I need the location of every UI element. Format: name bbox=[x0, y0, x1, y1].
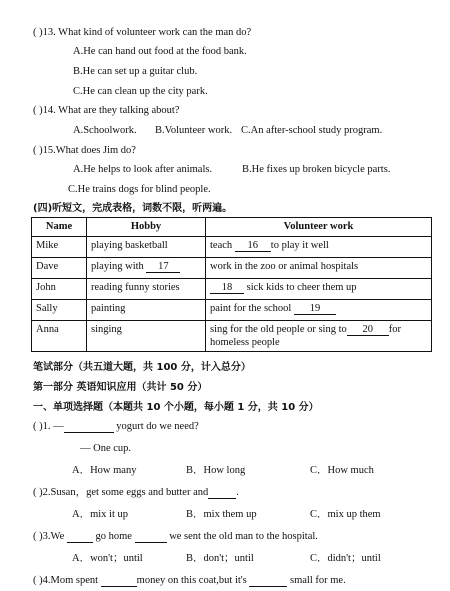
cell-name: Mike bbox=[32, 237, 87, 258]
blank-16: 16 bbox=[235, 240, 271, 252]
cell-hobby: playing basketball bbox=[87, 237, 206, 258]
part1-heading: 第一部分 英语知识应用（共计 50 分） bbox=[33, 382, 208, 393]
table-row bbox=[32, 321, 432, 352]
cell-name: Dave bbox=[32, 258, 87, 279]
header-hobby: Hobby bbox=[87, 218, 206, 237]
table-header-row bbox=[32, 218, 432, 237]
volunteer-table bbox=[31, 217, 432, 352]
table-row bbox=[32, 300, 432, 321]
blank-20: 20 bbox=[347, 324, 389, 336]
mc4-stem bbox=[33, 574, 346, 587]
q15-stem: ( )15.What does Jim do? bbox=[33, 145, 136, 156]
section1-heading: 一、单项选择题（本题共 10 个小题，每小题 1 分，共 10 分） bbox=[33, 402, 319, 413]
mc3-stem-pre: ( )3.We bbox=[33, 531, 67, 542]
mc1-option-c: C．How much bbox=[310, 465, 374, 476]
mc3-option-b: B．don't；until bbox=[186, 553, 254, 564]
q15-option-b: B.He fixes up broken bicycle parts. bbox=[242, 164, 391, 175]
mc3-stem bbox=[33, 530, 318, 543]
mc1-reply: — One cup. bbox=[80, 443, 132, 454]
cell-work bbox=[206, 300, 432, 321]
mc1-stem-post: yogurt do we need? bbox=[113, 421, 199, 432]
work-text: teach bbox=[210, 240, 235, 251]
q13-option-c: C.He can clean up the city park. bbox=[73, 86, 208, 97]
mc3-blank-1 bbox=[67, 531, 93, 543]
q13-option-a: A.He can hand out food at the food bank. bbox=[73, 46, 247, 57]
cell-name: Anna bbox=[32, 321, 87, 352]
mc4-blank-1 bbox=[101, 575, 137, 587]
work-text: to play it well bbox=[270, 240, 329, 251]
mc2-option-a: A．mix it up bbox=[72, 509, 129, 520]
cell-work bbox=[206, 279, 432, 300]
table-row bbox=[32, 237, 432, 258]
mc1-stem bbox=[33, 420, 199, 433]
mc2-option-c: C．mix up them bbox=[310, 509, 381, 520]
mc4-blank-2 bbox=[249, 575, 287, 587]
mc2-stem-pre: ( )2.Susan，get some eggs and butter and bbox=[33, 487, 209, 498]
cell-hobby: singing bbox=[87, 321, 206, 352]
table-row bbox=[32, 279, 432, 300]
mc4-stem-pre: ( )4.Mom spent bbox=[33, 575, 101, 586]
mc3-blank-2 bbox=[135, 531, 167, 543]
q14-option-b: B.Volunteer work. bbox=[155, 125, 233, 136]
mc3-option-c: C．didn't；until bbox=[310, 553, 381, 564]
work-text: sing for the old people or sing to bbox=[210, 324, 347, 335]
cell-hobby bbox=[87, 258, 206, 279]
q14-stem: ( )14. What are they talking about? bbox=[33, 105, 180, 116]
blank-18: 18 bbox=[210, 282, 244, 294]
cell-hobby: painting bbox=[87, 300, 206, 321]
q15-option-a: A.He helps to look after animals. bbox=[73, 164, 213, 175]
blank-17: 17 bbox=[146, 261, 180, 273]
mc1-blank bbox=[64, 421, 114, 433]
cell-work: work in the zoo or animal hospitals bbox=[206, 258, 432, 279]
work-text: sick kids to cheer them up bbox=[244, 282, 357, 293]
cell-name: Sally bbox=[32, 300, 87, 321]
mc1-option-b: B．How long bbox=[186, 465, 246, 476]
cell-work bbox=[206, 321, 432, 352]
header-volunteer-work: Volunteer work bbox=[206, 218, 432, 237]
mc1-stem-pre: ( )1. — bbox=[33, 421, 64, 432]
mc3-stem-post: we sent the old man to the hospital. bbox=[166, 531, 318, 542]
q15-option-c: C.He trains dogs for blind people. bbox=[68, 184, 211, 195]
cell-hobby: reading funny stories bbox=[87, 279, 206, 300]
mc2-stem-post: . bbox=[236, 487, 239, 498]
q13-stem: ( )13. What kind of volunteer work can the man do? bbox=[33, 27, 252, 38]
header-name: Name bbox=[32, 218, 87, 237]
mc3-option-a: A．won't；until bbox=[72, 553, 143, 564]
hobby-text: playing with bbox=[91, 261, 147, 272]
mc2-stem bbox=[33, 486, 239, 499]
q14-option-a: A.Schoolwork. bbox=[73, 125, 137, 136]
work-text: homeless people bbox=[210, 337, 280, 348]
work-text: paint for the school bbox=[210, 303, 294, 314]
work-text: for bbox=[388, 324, 402, 335]
section4-heading: (四)听短文，完成表格，词数不限，听两遍。 bbox=[33, 203, 233, 214]
cell-work bbox=[206, 237, 432, 258]
mc1-option-a: A．How many bbox=[72, 465, 137, 476]
mc3-stem-mid: go home bbox=[92, 531, 135, 542]
q14-option-c: C.An after-school study program. bbox=[241, 125, 383, 136]
q13-option-b: B.He can set up a guitar club. bbox=[73, 66, 198, 77]
table-row bbox=[32, 258, 432, 279]
mc4-stem-mid: money on this coat,but it's bbox=[136, 575, 250, 586]
written-part-heading: 笔试部分（共五道大题，共 100 分，计入总分） bbox=[33, 362, 251, 373]
mc2-blank bbox=[208, 487, 236, 499]
mc4-stem-post: small for me. bbox=[287, 575, 346, 586]
blank-19: 19 bbox=[294, 303, 336, 315]
cell-name: John bbox=[32, 279, 87, 300]
mc2-option-b: B．mix them up bbox=[186, 509, 257, 520]
